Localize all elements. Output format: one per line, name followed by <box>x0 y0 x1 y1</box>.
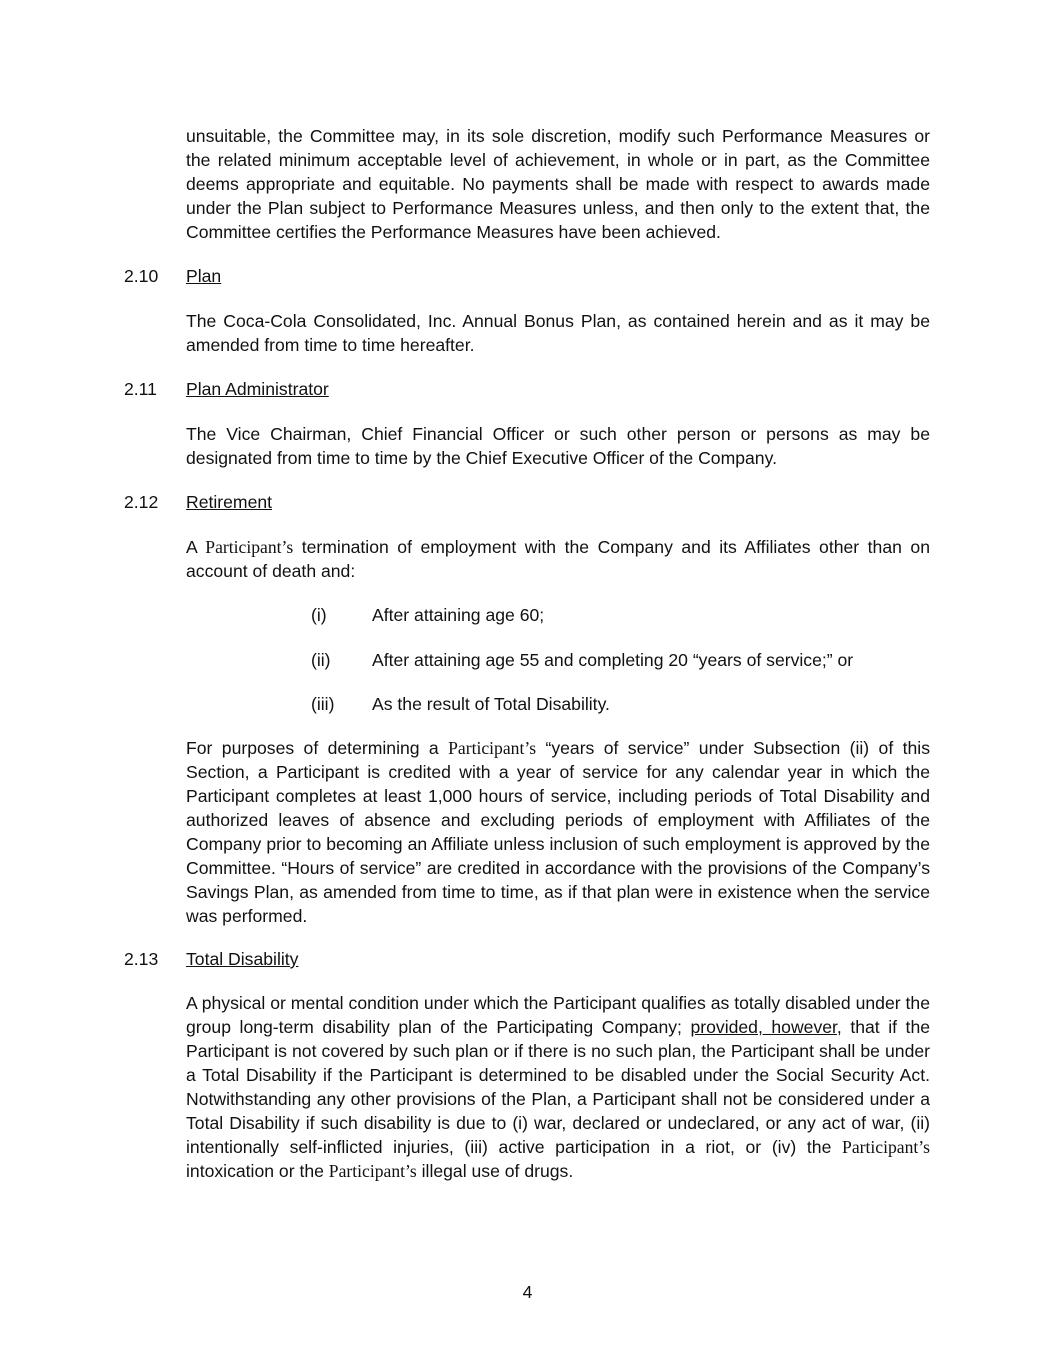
list-item-number: (i) <box>311 605 327 625</box>
purposes-part: For purposes of determining a <box>186 738 449 758</box>
list-item-text: As the result of Total Disability. <box>372 694 610 714</box>
section-2-13-body-part: A physical or mental condition under which the Participant qualifies as totally disabled under the group long-term disability plan of the Participating Company; <box>186 993 930 1037</box>
section-2-12-body-part: termination of employment with the Company and its Affiliates other than on account of death and: <box>186 537 930 581</box>
section-2-12-number: 2.12 <box>124 492 159 512</box>
participant-term: Participant’s <box>205 537 294 557</box>
section-2-10-number: 2.10 <box>124 266 159 286</box>
section-2-13-number: 2.13 <box>124 949 159 969</box>
section-2-11-number: 2.11 <box>124 379 157 399</box>
section-2-13-body-part: illegal use of drugs. <box>416 1161 574 1181</box>
page-number: 4 <box>522 1282 533 1302</box>
section-2-13-body <box>186 991 930 1183</box>
section-2-12-purposes <box>186 736 930 928</box>
section-2-12-title: Retirement <box>186 492 273 512</box>
list-item-text: After attaining age 55 and completing 20 “years of service;” or <box>372 650 854 670</box>
list-item-number: (iii) <box>311 694 335 714</box>
section-2-10-body: The Coca-Cola Consolidated, Inc. Annual Bonus Plan, as contained herein and as it may be amended from time to time hereafter. <box>186 311 930 355</box>
section-2-10-title: Plan <box>186 266 222 286</box>
provided-however: provided, however <box>690 1017 837 1037</box>
intro-paragraph: unsuitable, the Committee may, in its sole discretion, modify such Performance Measures or the related minimum acceptable level of achievement, in whole or in part, as the Committee deems appropriate and equitable. No payments shall be made with respect to awards made under the Plan subject to Performance Measures unless, and then only to the extent that, the Committee certifies the Performance Measures have been achieved. <box>186 126 930 242</box>
list-item-text: After attaining age 60; <box>372 605 545 625</box>
section-2-11-title: Plan Administrator <box>186 379 329 399</box>
participant-term: Participant’s <box>448 738 537 758</box>
section-2-11-body: The Vice Chairman, Chief Financial Officer or such other person or persons as may be designated from time to time by the Chief Executive Officer of the Company. <box>186 424 930 468</box>
participant-term: Participant’s <box>842 1137 930 1157</box>
section-2-13-body-part: intoxication or the <box>186 1161 329 1181</box>
section-2-12-body-part: A <box>186 537 206 557</box>
participant-term: Participant’s <box>328 1161 417 1181</box>
purposes-part: “years of service” under Subsection (ii) of this Section, a Participant is credited with a year of service for any calendar year in which the Participant completes at least 1,000 hours of service, including periods of Total Disability and authorized leaves of absence and excluding periods of employment with Affiliates of the Company prior to becoming an Affiliate unless inclusion of such employment is approved by the Committee. “Hours of service” are credited in accordance with the provisions of the Company’s Savings Plan, as amended from time to time, as if that plan were in existence when the service was performed. <box>186 738 930 926</box>
list-item-number: (ii) <box>311 650 331 670</box>
section-2-13-title: Total Disability <box>186 949 299 969</box>
section-2-13-body-part: , that if the Participant is not covered by such plan or if there is no such plan, the Participant shall be under a Total Disability if the Participant is determined to be disabled under the Social Security Act. Notwithstanding any other provisions of the Plan, a Participant shall not be considered under a Total Disability if such disability is due to (i) war, declared or undeclared, or any act of war, (ii) intentionally self-inflicted injuries, (iii) active participation in a riot, or (iv) the <box>186 1017 931 1157</box>
section-2-12-body <box>186 535 930 583</box>
